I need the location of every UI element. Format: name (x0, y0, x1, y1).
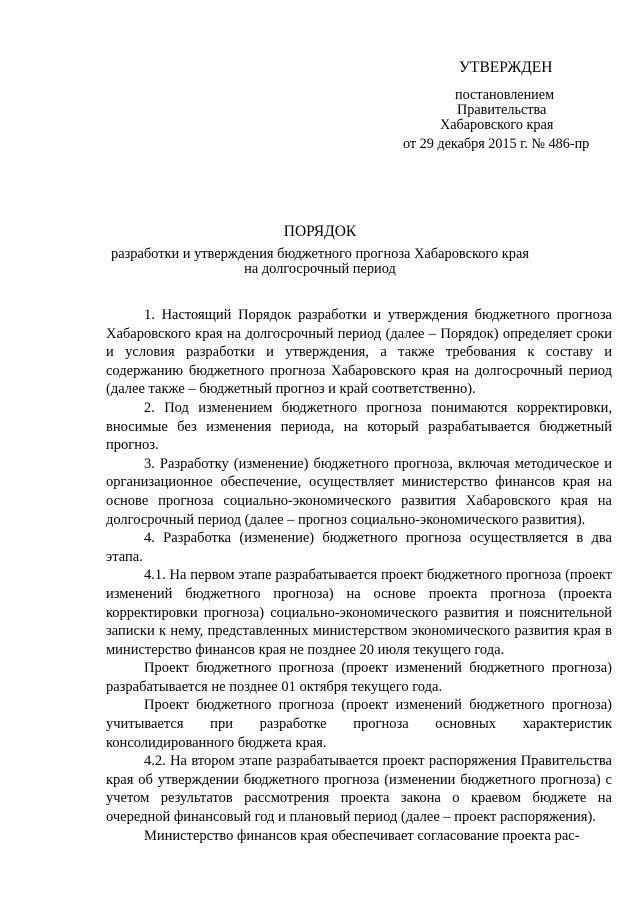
document-subtitle-line-1: разработки и утверждения бюджетного прогноза Хабаровского края (111, 246, 529, 262)
document-title: ПОРЯДОК (283, 223, 357, 240)
paragraph-1: 1. Настоящий Порядок разработки и утверждения бюджетного прогноза Хабаровского края на долгосрочный период (далее – Порядок) определяет сроки и условия разработки и утверждения, а также требования к составу и содержанию бюджетного прогноза Хабаровского края на долгосрочный период (далее также – бюджетный прогноз и край соответственно). (106, 307, 612, 398)
approval-line-region: Хабаровского края (440, 117, 554, 133)
approval-stamp (384, 58, 620, 152)
approval-line-decree: постановлением (455, 87, 555, 103)
paragraph-2: 2. Под изменением бюджетного прогноза понимаются корректировки, вносимые без изменения периода, на который разрабатывается бюджетный прогноз. (106, 399, 612, 454)
approval-line-date-number: от 29 декабря 2015 г. № 486-пр (403, 136, 590, 152)
approval-line-government: Правительства (457, 102, 547, 118)
document-subtitle (0, 247, 640, 277)
paragraph-4-1-usage: Проект бюджетного прогноза (проект изменений бюджетного прогноза) учитывается при разработке прогноза основных характеристик консолидированного бюджета края. (106, 697, 612, 751)
approval-title: УТВЕРЖДЕН (459, 59, 553, 76)
paragraph-4: 4. Разработка (изменение) бюджетного прогноза осуществляется в два этапа. (106, 530, 612, 565)
paragraph-4-1-deadline: Проект бюджетного прогноза (проект изменений бюджетного прогноза) разрабатывается не позднее 01 октября текущего года. (106, 660, 612, 695)
paragraph-4-2-continued: Министерство финансов края обеспечивает согласование проекта рас- (144, 827, 580, 844)
paragraph-3: 3. Разработку (изменение) бюджетного прогноза, включая методическое и организационное обеспечение, осуществляет министерство финансов края на основе прогноза социально-экономического развития Хабаровского края на долгосрочный период (далее – прогноз социально-экономического развития). (106, 455, 612, 528)
document-subtitle-line-2: на долгосрочный период (244, 261, 396, 277)
document-body (106, 306, 612, 845)
paragraph-4-1: 4.1. На первом этапе разрабатывается проект бюджетного прогноза (проект изменений бюджетного прогноза) на основе проекта прогноза (проекта корректировки прогноза) социально-экономического развития и пояснительной записки к нему, представленных министерством экономического развития края в министерство финансов края не позднее 20 июля текущего года. (106, 567, 612, 658)
paragraph-4-2: 4.2. На втором этапе разрабатывается проект распоряжения Правительства края об утверждении бюджетного прогноза (изменении бюджетного прогноза) с учетом результатов рассмотрения проекта закона о краевом бюджете на очередной финансовый год и плановый период (далее – проект распоряжения). (106, 753, 612, 826)
